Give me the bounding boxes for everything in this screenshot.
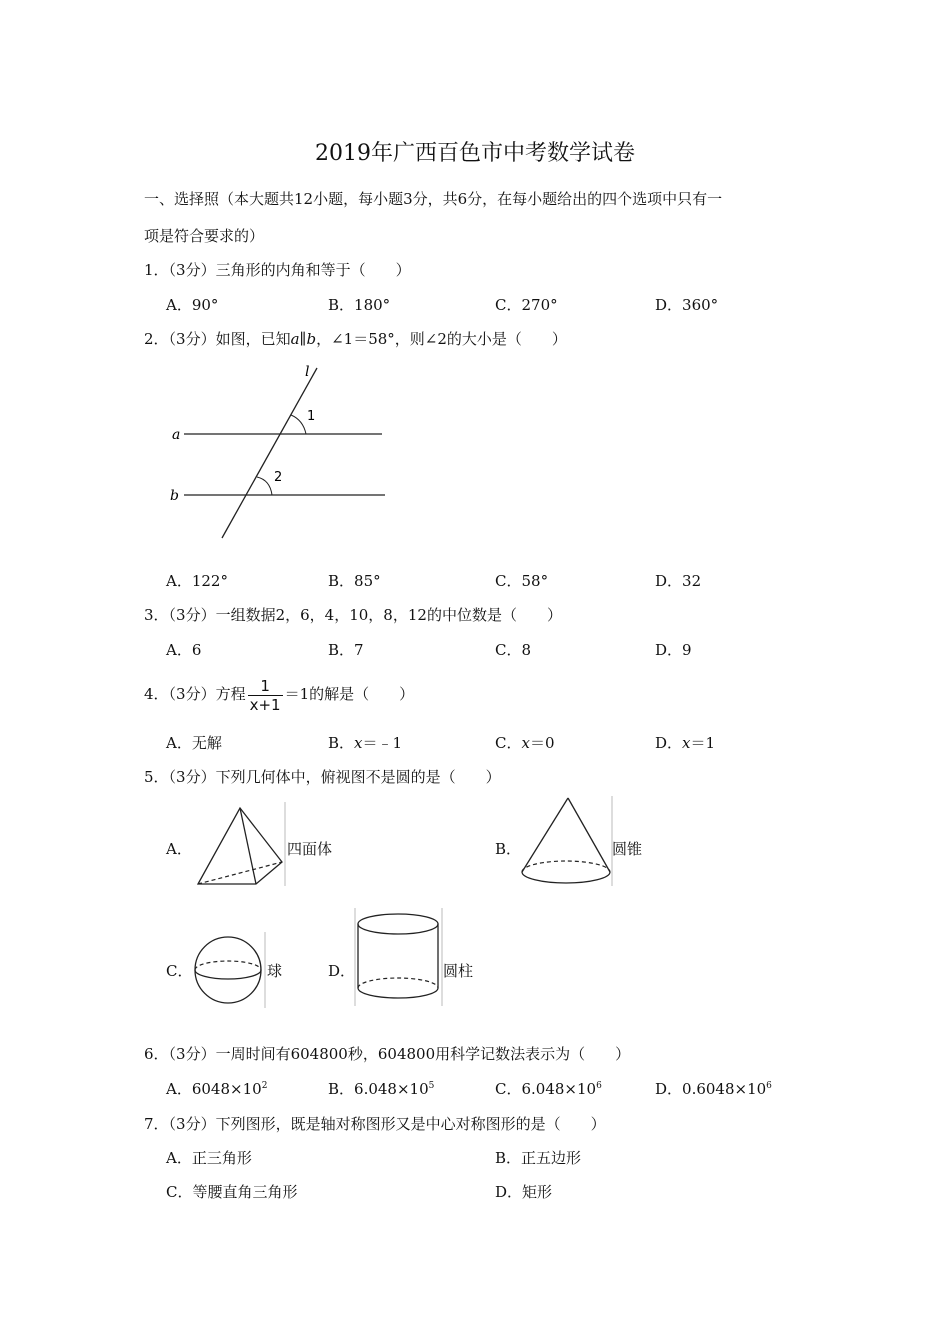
- option-text: ＝0: [529, 734, 555, 752]
- option-label: A．: [166, 734, 192, 752]
- label-angle-1: 1: [307, 409, 316, 424]
- q2-option-c[interactable]: C．58°: [495, 572, 549, 590]
- q6-option-c[interactable]: [495, 1079, 602, 1099]
- question-3: [144, 605, 562, 625]
- option-label: A．: [166, 1080, 192, 1098]
- option-label: C．: [166, 1183, 193, 1201]
- q1-option-c[interactable]: C．270°: [495, 296, 558, 314]
- option-label: A．: [166, 1149, 192, 1167]
- var-a: a: [290, 330, 300, 348]
- option-text: 矩形: [522, 1183, 553, 1201]
- sphere-figure: [190, 930, 270, 1010]
- question-text: （3分）下列几何体中，俯视图不是圆的是（ ）: [168, 768, 501, 786]
- option-label: B．: [328, 1080, 355, 1098]
- var-b: b: [306, 330, 317, 348]
- option-text: 正三角形: [191, 1149, 252, 1167]
- option-base: 6048×10: [191, 1080, 262, 1098]
- label-angle-2: 2: [274, 470, 283, 485]
- option-label: B．: [328, 734, 355, 752]
- q5-option-c-name: 球: [267, 962, 283, 980]
- q5-option-d-label[interactable]: D．: [328, 962, 356, 980]
- question-4: [144, 675, 414, 714]
- q4-option-c[interactable]: [495, 733, 555, 753]
- question-text-part: （3分）方程: [168, 685, 246, 703]
- option-label: C．: [495, 734, 522, 752]
- q1-option-a[interactable]: A．90°: [166, 296, 219, 314]
- label-l: l: [305, 364, 310, 380]
- q2-option-d[interactable]: D．32: [655, 572, 702, 590]
- option-base: 6.048×10: [521, 1080, 597, 1098]
- option-label: B．: [495, 1149, 522, 1167]
- question-6: [144, 1044, 630, 1064]
- question-7: [144, 1114, 606, 1134]
- cone-figure: [518, 794, 614, 890]
- question-text: （3分）三角形的内角和等于（ ）: [168, 261, 411, 279]
- question-5: [144, 767, 501, 787]
- q6-option-b[interactable]: [328, 1079, 434, 1099]
- question-number: 1．: [144, 261, 169, 279]
- question-number: 6．: [144, 1045, 169, 1063]
- option-exponent: 6: [766, 1081, 772, 1091]
- question-2: [144, 329, 567, 349]
- q6-option-a[interactable]: [166, 1079, 267, 1099]
- q7-option-b[interactable]: [495, 1148, 581, 1168]
- q5-option-a-label[interactable]: A．: [166, 840, 192, 858]
- question-text: （3分）一组数据2，6，4，10，8，12的中位数是（ ）: [168, 606, 562, 624]
- q6-option-d[interactable]: [655, 1079, 772, 1099]
- fraction-denominator: x+1: [249, 695, 281, 714]
- section-heading-line2: 项是符合要求的）: [144, 227, 265, 245]
- parallel-symbol: ∥: [299, 330, 307, 348]
- q7-option-a[interactable]: [166, 1148, 252, 1168]
- q5-option-d-name: 圆柱: [443, 962, 474, 980]
- question-text: （3分）下列图形，既是轴对称图形又是中心对称图形的是（ ）: [168, 1115, 606, 1133]
- q5-option-a-name: 四面体: [287, 840, 333, 858]
- q7-option-c[interactable]: [166, 1182, 298, 1202]
- q2-option-b[interactable]: B．85°: [328, 572, 381, 590]
- line-l: [222, 368, 317, 538]
- question-number: 4．: [144, 685, 169, 703]
- option-text: 等腰直角三角形: [192, 1183, 298, 1201]
- q1-option-d[interactable]: D．360°: [655, 296, 719, 314]
- q1-option-b[interactable]: B．180°: [328, 296, 391, 314]
- question-text-part: ，∠1＝58°，则∠2的大小是（ ）: [316, 330, 567, 348]
- option-text: 无解: [191, 734, 222, 752]
- option-base: 6.048×10: [354, 1080, 429, 1098]
- option-base: 0.6048×10: [682, 1080, 767, 1098]
- q7-option-d[interactable]: [495, 1182, 552, 1202]
- q2-option-a[interactable]: A．122°: [166, 572, 228, 590]
- option-label: D．: [655, 734, 683, 752]
- option-var: x: [354, 734, 363, 752]
- option-var: x: [682, 734, 691, 752]
- q5-option-c-label[interactable]: C．: [166, 962, 193, 980]
- option-exponent: 2: [261, 1081, 268, 1091]
- label-a: a: [172, 427, 181, 443]
- q4-option-b[interactable]: [328, 733, 402, 753]
- cylinder-figure: [352, 906, 444, 1008]
- option-text: ＝﹣1: [362, 734, 403, 752]
- option-exponent: 6: [596, 1081, 602, 1091]
- question-number: 3．: [144, 606, 169, 624]
- tetrahedron-figure: [190, 800, 290, 890]
- question-1: [144, 260, 411, 280]
- question-number: 7．: [144, 1115, 169, 1133]
- angle-1-arc: [291, 415, 306, 434]
- q3-option-c[interactable]: C．8: [495, 641, 532, 659]
- q3-option-a[interactable]: A．6: [166, 641, 202, 659]
- fraction: [248, 677, 283, 714]
- q5-option-b-label[interactable]: B．: [495, 840, 522, 858]
- parallel-lines-figure: [160, 362, 400, 547]
- option-text: ＝1: [690, 734, 716, 752]
- option-text: 正五边形: [521, 1149, 582, 1167]
- label-b: b: [170, 488, 179, 504]
- option-exponent: 5: [428, 1081, 435, 1091]
- option-label: D．: [495, 1183, 523, 1201]
- q3-option-d[interactable]: D．9: [655, 641, 692, 659]
- question-text-part: （3分）如图，已知: [168, 330, 291, 348]
- option-var: x: [521, 734, 530, 752]
- q4-option-a[interactable]: [166, 733, 222, 753]
- page-title: 2019年广西百色市中考数学试卷: [315, 141, 635, 166]
- section-heading-line1: 一、选择照（本大题共12小题，每小题3分，共6分，在每小题给出的四个选项中只有一: [144, 190, 723, 208]
- q3-option-b[interactable]: B．7: [328, 641, 364, 659]
- fraction-numerator: 1: [260, 676, 270, 695]
- question-number: 5．: [144, 768, 169, 786]
- option-label: C．: [495, 1080, 522, 1098]
- q4-option-d[interactable]: [655, 733, 715, 753]
- question-number: 2．: [144, 330, 169, 348]
- option-label: D．: [655, 1080, 683, 1098]
- angle-2-arc: [257, 477, 272, 495]
- question-text: （3分）一周时间有604800秒，604800用科学记数法表示为（ ）: [168, 1045, 631, 1063]
- q5-option-b-name: 圆锥: [612, 840, 643, 858]
- question-text-part: ＝1的解是（ ）: [284, 685, 415, 703]
